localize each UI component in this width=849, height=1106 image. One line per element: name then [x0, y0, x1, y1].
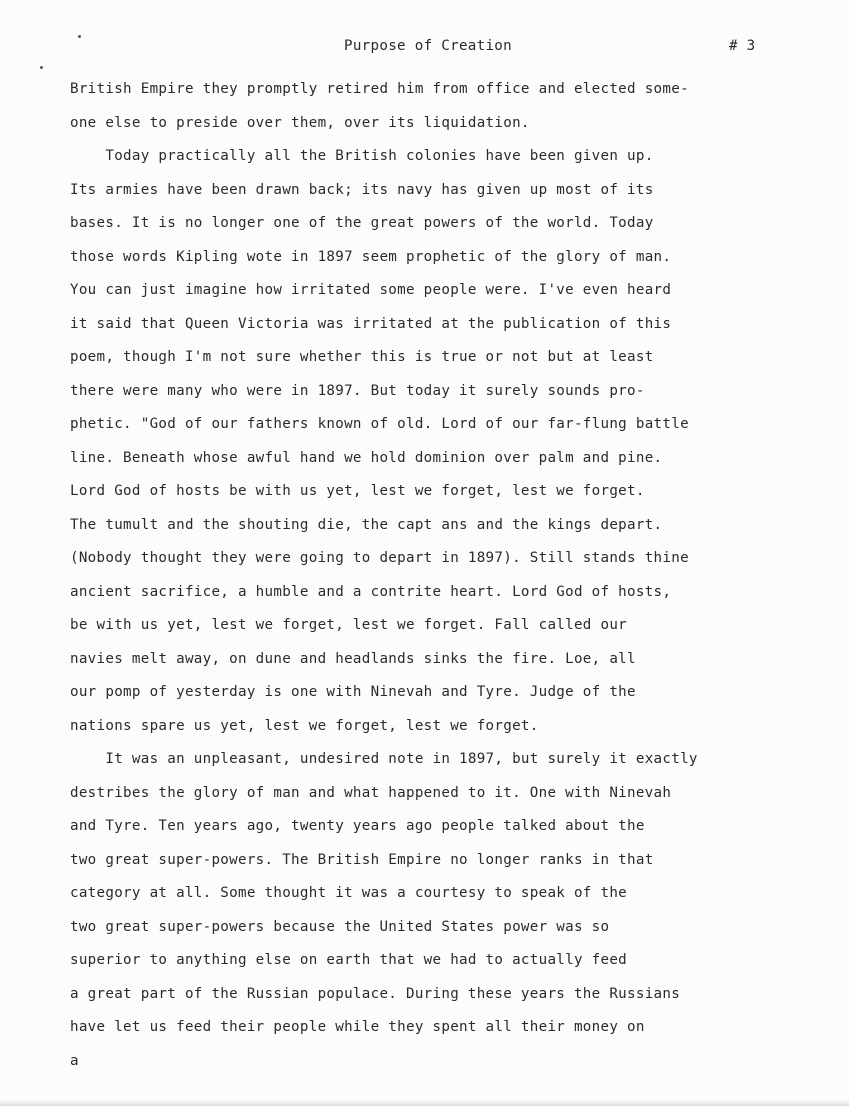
text-line: and Tyre. Ten years ago, twenty years ago people talked about the: [70, 818, 645, 834]
text-line: line. Beneath whose awful hand we hold dominion over palm and pine.: [70, 449, 663, 466]
text-line: navies melt away, on dune and headlands sinks the fire. Loe, all: [70, 650, 636, 667]
text-line: The tumult and the shouting die, the capt ans and the kings depart.: [70, 516, 663, 533]
ink-speck: [40, 66, 43, 69]
text-line: poem, though I'm not sure whether this is true or not but at least: [70, 349, 654, 365]
text-line: You can just imagine how irritated some people were. I've even heard: [70, 282, 672, 298]
text-line: it said that Queen Victoria was irritated at the publication of this: [70, 315, 672, 332]
ink-speck: [78, 35, 81, 38]
text-line: superior to anything else on earth that we had to actually feed: [70, 952, 628, 968]
text-line: have let us feed their people while they spent all their money on: [70, 1019, 645, 1035]
text-line: phetic. "God of our fathers known of old. Lord of our far-flung battle: [70, 416, 689, 432]
page-number: # 3: [729, 38, 756, 54]
text-line: those words Kipling wote in 1897 seem prophetic of the glory of man.: [70, 248, 672, 265]
text-line: It was an unpleasant, undesired note in 1897, but surely it exactly: [70, 751, 698, 767]
page-bottom-edge: [0, 1100, 849, 1106]
text-line: Lord God of hosts be with us yet, lest we forget, lest we forget.: [70, 483, 645, 499]
text-line: our pomp of yesterday is one with Ninevah and Tyre. Judge of the: [70, 684, 636, 700]
text-line: bases. It is no longer one of the great powers of the world. Today: [70, 215, 654, 231]
text-line: Today practically all the British colonies have been given up.: [70, 148, 654, 164]
text-line: ancient sacrifice, a humble and a contrite heart. Lord God of hosts,: [70, 583, 672, 600]
page-title: Purpose of Creation: [344, 38, 512, 54]
text-line: Its armies have been drawn back; its navy has given up most of its: [70, 181, 654, 198]
text-line: category at all. Some thought it was a courtesy to speak of the: [70, 885, 628, 901]
text-line: destribes the glory of man and what happened to it. One with Ninevah: [70, 784, 672, 801]
text-line: two great super-powers because the United States power was so: [70, 918, 610, 935]
text-line: (Nobody thought they were going to depart in 1897). Still stands thine: [70, 550, 689, 566]
text-line: a: [70, 1052, 79, 1069]
text-line: two great super-powers. The British Empire no longer ranks in that: [70, 851, 654, 868]
text-line: a great part of the Russian populace. During these years the Russians: [70, 985, 681, 1002]
text-line: British Empire they promptly retired him from office and elected some-: [70, 81, 689, 97]
text-line: one else to preside over them, over its liquidation.: [70, 114, 530, 131]
text-line: nations spare us yet, lest we forget, lest we forget.: [70, 717, 539, 734]
text-line: be with us yet, lest we forget, lest we forget. Fall called our: [70, 617, 628, 633]
text-line: there were many who were in 1897. But today it surely sounds pro-: [70, 382, 645, 399]
